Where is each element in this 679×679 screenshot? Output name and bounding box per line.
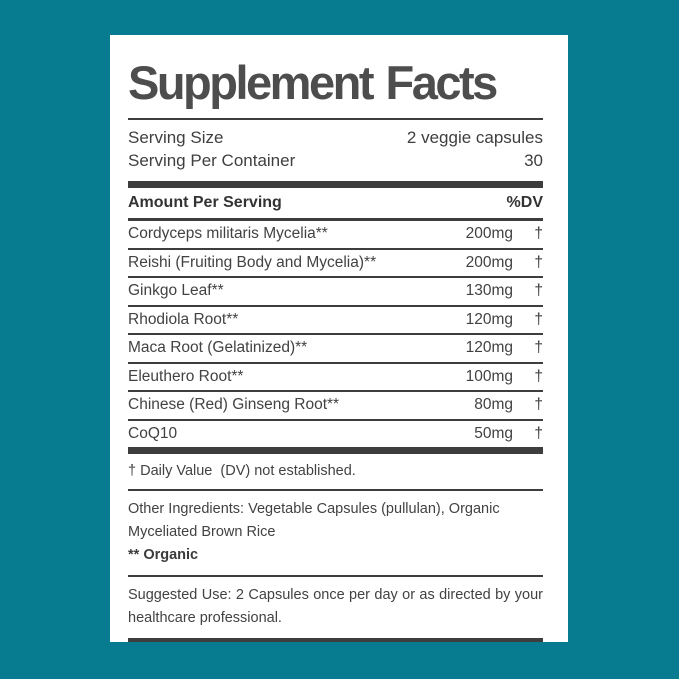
ingredient-table xyxy=(128,221,543,447)
ingredient-amount: 120mg xyxy=(465,339,513,357)
ingredient-dv: † xyxy=(534,282,543,300)
other-ingredients-line2: Myceliated Brown Rice xyxy=(128,524,276,540)
ingredient-amount: 130mg xyxy=(465,282,513,300)
organic-footnote: ** Organic xyxy=(128,547,199,563)
thick-divider xyxy=(128,181,543,188)
other-ingredients-line1: Other Ingredients: Vegetable Capsules (pullulan), Organic xyxy=(128,501,500,517)
ingredient-dv: † xyxy=(534,396,543,414)
other-ingredients xyxy=(128,491,543,575)
ingredient-name: Ginkgo Leaf** xyxy=(128,282,224,300)
ingredient-amount: 50mg xyxy=(474,424,513,442)
ingredient-amount: 80mg xyxy=(474,396,513,414)
bottom-divider xyxy=(128,638,543,642)
serving-size-label: Serving Size xyxy=(128,128,224,147)
ingredient-dv: † xyxy=(534,424,543,442)
table-row xyxy=(128,221,543,248)
table-row xyxy=(128,362,543,391)
ingredient-name: CoQ10 xyxy=(128,424,178,442)
ingredient-amount: 100mg xyxy=(465,367,513,385)
table-row xyxy=(128,305,543,334)
serving-container-value: 30 xyxy=(524,151,543,170)
suggested-use: Suggested Use: 2 Capsules once per day or as directed by your healthcare professional. xyxy=(128,587,543,626)
serving-container-row xyxy=(128,149,543,172)
ingredient-name: Cordyceps militaris Mycelia** xyxy=(128,225,328,243)
serving-size-value: 2 veggie capsules xyxy=(406,128,543,147)
ingredient-dv: † xyxy=(534,339,543,357)
percent-dv-header: %DV xyxy=(506,194,543,211)
ingredient-name: Reishi (Fruiting Body and Mycelia)** xyxy=(128,253,377,271)
table-row xyxy=(128,390,543,419)
ingredient-name: Rhodiola Root** xyxy=(128,310,239,328)
ingredient-name: Eleuthero Root** xyxy=(128,367,244,385)
serving-container-label: Serving Per Container xyxy=(128,151,296,170)
panel-title: Supplement Facts xyxy=(128,56,496,109)
table-row xyxy=(128,333,543,362)
table-row xyxy=(128,276,543,305)
amount-per-serving-header: Amount Per Serving xyxy=(128,194,282,211)
table-row xyxy=(128,248,543,277)
daily-value-footnote: † Daily Value (DV) not established. xyxy=(128,463,356,479)
ingredient-name: Maca Root (Gelatinized)** xyxy=(128,339,308,357)
ingredient-amount: 200mg xyxy=(465,225,513,243)
table-row xyxy=(128,419,543,448)
supplement-facts-panel xyxy=(110,35,568,642)
ingredient-amount: 120mg xyxy=(465,310,513,328)
ingredient-dv: † xyxy=(534,253,543,271)
thick-divider xyxy=(128,447,543,454)
ingredient-dv: † xyxy=(534,225,543,243)
ingredient-dv: † xyxy=(534,367,543,385)
ingredient-dv: † xyxy=(534,310,543,328)
table-header xyxy=(128,188,543,218)
serving-info xyxy=(128,120,543,181)
ingredient-name: Chinese (Red) Ginseng Root** xyxy=(128,396,340,414)
ingredient-amount: 200mg xyxy=(465,253,513,271)
serving-size-row xyxy=(128,126,543,149)
